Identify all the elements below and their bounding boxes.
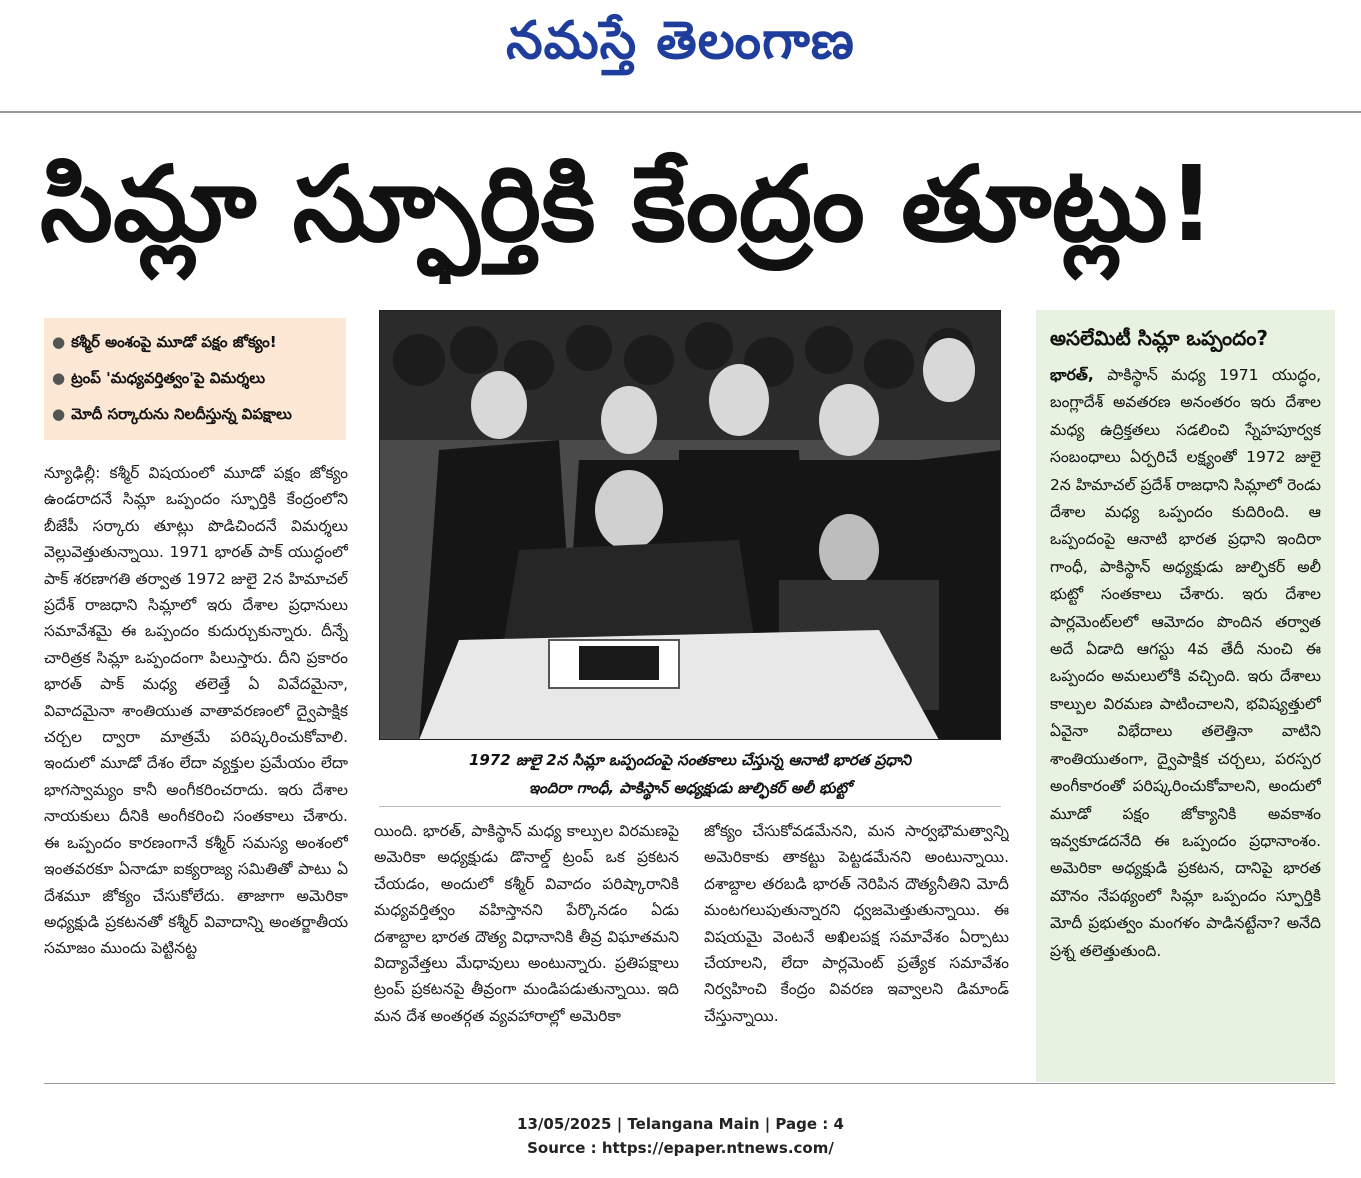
caption-line: ఇందిరా గాంధీ, పాకిస్థాన్ అధ్యక్షుడు జుల్ఫికర్ అలీ భుట్టో bbox=[528, 779, 852, 797]
highlight-item: ● కశ్మీర్ అంశంపై మూడో పక్షం జోక్యం! bbox=[52, 333, 277, 351]
article-headline: సిమ్లా స్ఫూర్తికి కేంద్రం తూట్లు! bbox=[40, 143, 1216, 265]
footer-source-link[interactable]: Source : https://epaper.ntnews.com/ bbox=[527, 1139, 834, 1157]
sidebar-lead: భారత్, bbox=[1050, 366, 1094, 384]
sidebar-title: అసలేమిటీ సిమ్లా ఒప్పందం? bbox=[1050, 326, 1268, 350]
article-text: న్యూఢిల్లీ: కశ్మీర్ విషయంలో మూడో పక్షం జోక్యం ఉండరాదనే సిమ్లా ఒప్పందం స్ఫూర్తికి కేంద్రంలోని బీజేపీ సర్కారు తూట్లు పొడిచిందనే విమర్శలు వెల్లువెత్తుతున్నాయి. 1971 భారత్ పాక్ యుద్ధంలో పాక్ శరణాగతి తర్వాత 1972 జులై 2న హిమాచల్ ప్రదేశ్ రాజధాని సిమ్లాలో ఇరు దేశాల ప్రధానులు సమావేశమై ఈ ఒప్పందం కుదుర్చుకున్నారు. దీన్నే చారిత్రక సిమ్లా ఒప్పందంగా పిలుస్తారు. దీని ప్రకారం భారత్ పాక్ మధ్య తలెత్తే ఏ వివేదమైనా, వివాదమైనా శాంతియుత వాతావరణంలో ద్వైపాక్షిక చర్చల ద్వారా మాత్రమే పరిష్కరించుకోవాలి. ఇందులో మూడో దేశం లేదా వ్యక్తుల ప్రమేయం లేదా భాగస్వామ్యం కానీ అంగీకరించరాదు. ఇరు దేశాల నాయకులు దీనికి అంగీకరించి సంతకాలు చేశారు. ఈ ఒప్పందం కారణంగానే కశ్మీర్ సమస్య అంశంలో ఇంతవరకూ ఏనాడూ ఐక్యరాజ్య సమితితో పాటు ఏ దేశమూ జోక్యం చేసుకోలేదు. తాజాగా అమెరికా అధ్యక్షుడి ప్రకటనతో కశ్మీర్ వివాదాన్ని అంతర్జాతీయ సమాజం ముందు పెట్టినట్ట bbox=[44, 464, 348, 958]
article-column-1 bbox=[44, 460, 348, 1082]
article-photo bbox=[379, 310, 1001, 740]
article-text: యింది. భారత్, పాకిస్థాన్ మధ్య కాల్పుల విరమణపై అమెరికా అధ్యక్షుడు డొనాల్డ్ ట్రంప్ ఒక ప్రకటన చేయడం, అందులో కశ్మీర్ వివాదం పరిష్కారానికి మధ్యవర్తిత్వం వహిస్తానని పేర్కొనడం ఏడు దశాబ్దాల భారత దౌత్య విధానానికి తీవ్ర విఘాతమని విద్యావేత్తలు మేధావులు అంటున్నారు. ప్రతిపక్షాలు ట్రంప్ ప్రకటనపై తీవ్రంగా మండిపడుతున్నాయి. ఇది మన దేశ అంతర్గత వ్యవహారాల్లో అమెరికా bbox=[374, 822, 679, 1025]
bottom-divider bbox=[44, 1083, 1335, 1084]
highlight-item: ● ట్రంప్ 'మధ్యవర్తిత్వం'పై విమర్శలు bbox=[52, 369, 266, 387]
caption-divider bbox=[379, 806, 1001, 807]
article-text: జోక్యం చేసుకోవడమేనని, మన సార్వభౌమత్వాన్ని అమెరికాకు తాకట్టు పెట్టడమేనని అంటున్నాయి. దశాబ్దాల తరబడి భారత్ నెరిపిన దౌత్యనీతిని మోదీ మంటగలుపుతున్నారని ధ్వజమెత్తుతున్నాయి. ఈ విషయమై వెంటనే అఖిలపక్ష సమావేశం ఏర్పాటు చేయాలని, లేదా పార్లమెంట్ ప్రత్యేక సమావేశం నిర్వహించి కేంద్రం వివరణ ఇవ్వాలని డిమాండ్ చేస్తున్నాయి. bbox=[704, 822, 1009, 1025]
highlight-item: ● మోదీ సర్కారును నిలదీస్తున్న విపక్షాలు bbox=[52, 405, 292, 423]
sidebar-text bbox=[1050, 362, 1321, 1062]
bullet-icon: ● bbox=[52, 405, 66, 423]
masthead bbox=[0, 0, 1361, 82]
masthead-divider bbox=[0, 111, 1361, 113]
bullet-icon: ● bbox=[52, 369, 66, 387]
article-column-2 bbox=[374, 818, 679, 1068]
caption-line: 1972 జులై 2న సిమ్లా ఒప్పందంపై సంతకాలు చేస్తున్న ఆనాటి భారత ప్రధాని bbox=[468, 751, 912, 769]
sidebar-body: పాకిస్థాన్ మధ్య 1971 యుద్ధం, బంగ్లాదేశ్ అవతరణ అనంతరం ఇరు దేశాల మధ్య ఉద్రిక్తతలు సడలించి స్నేహపూర్వక సంబంధాలు ఏర్పరిచే లక్ష్యంతో 1972 జులై 2న హిమాచల్ ప్రదేశ్ రాజధాని సిమ్లాలో రెండు దేశాల మధ్య ఒప్పందం కుదిరింది. ఆ ఒప్పందంపై ఆనాటి భారత ప్రధాని ఇందిరా గాంధీ, పాకిస్థాన్ అధ్యక్షుడు జుల్ఫికర్ అలీ భుట్టో సంతకాలు చేశారు. ఇరు దేశాల పార్లమెంట్‌లలో ఆమోదం పొందిన తర్వాత అదే ఏడాది ఆగస్టు 4వ తేదీ నుంచి ఈ ఒప్పందం అమలులోకి వచ్చింది. ఇరు దేశాలు కాల్పుల విరమణ పాటించాలని, భవిష్యత్తులో ఏవైనా విభేదాలు తలెత్తినా వాటిని శాంతియుతంగా, ద్వైపాక్షిక చర్చలు, పరస్పర అంగీకారంతో పరిష్కరించుకోవాలని, అందులో మూడో పక్షం జోక్యానికి అవకాశం ఇవ్వకూడదనేది ఈ ఒప్పందం ప్రధానాంశం. అమెరికా అధ్యక్షుడి ప్రకటన, దానిపై భారత మౌనం నేపథ్యంలో సిమ్లా ఒప్పందం స్ఫూర్తికి మోదీ ప్రభుత్వం మంగళం పాడినట్టేనా? అనేది ప్రశ్న తలెత్తుతుంది. bbox=[1050, 366, 1321, 960]
highlights-box bbox=[44, 318, 346, 440]
article-column-3 bbox=[704, 818, 1009, 1068]
signing-ceremony-photo bbox=[379, 310, 1001, 740]
sidebar-box bbox=[1036, 310, 1335, 1082]
page-footer bbox=[0, 1112, 1361, 1160]
photo-caption bbox=[379, 746, 1001, 806]
bullet-icon: ● bbox=[52, 333, 66, 351]
newspaper-logo: నమస్తే తెలంగాణ bbox=[506, 10, 855, 71]
footer-edition-info: 13/05/2025 | Telangana Main | Page : 4 bbox=[517, 1115, 844, 1133]
